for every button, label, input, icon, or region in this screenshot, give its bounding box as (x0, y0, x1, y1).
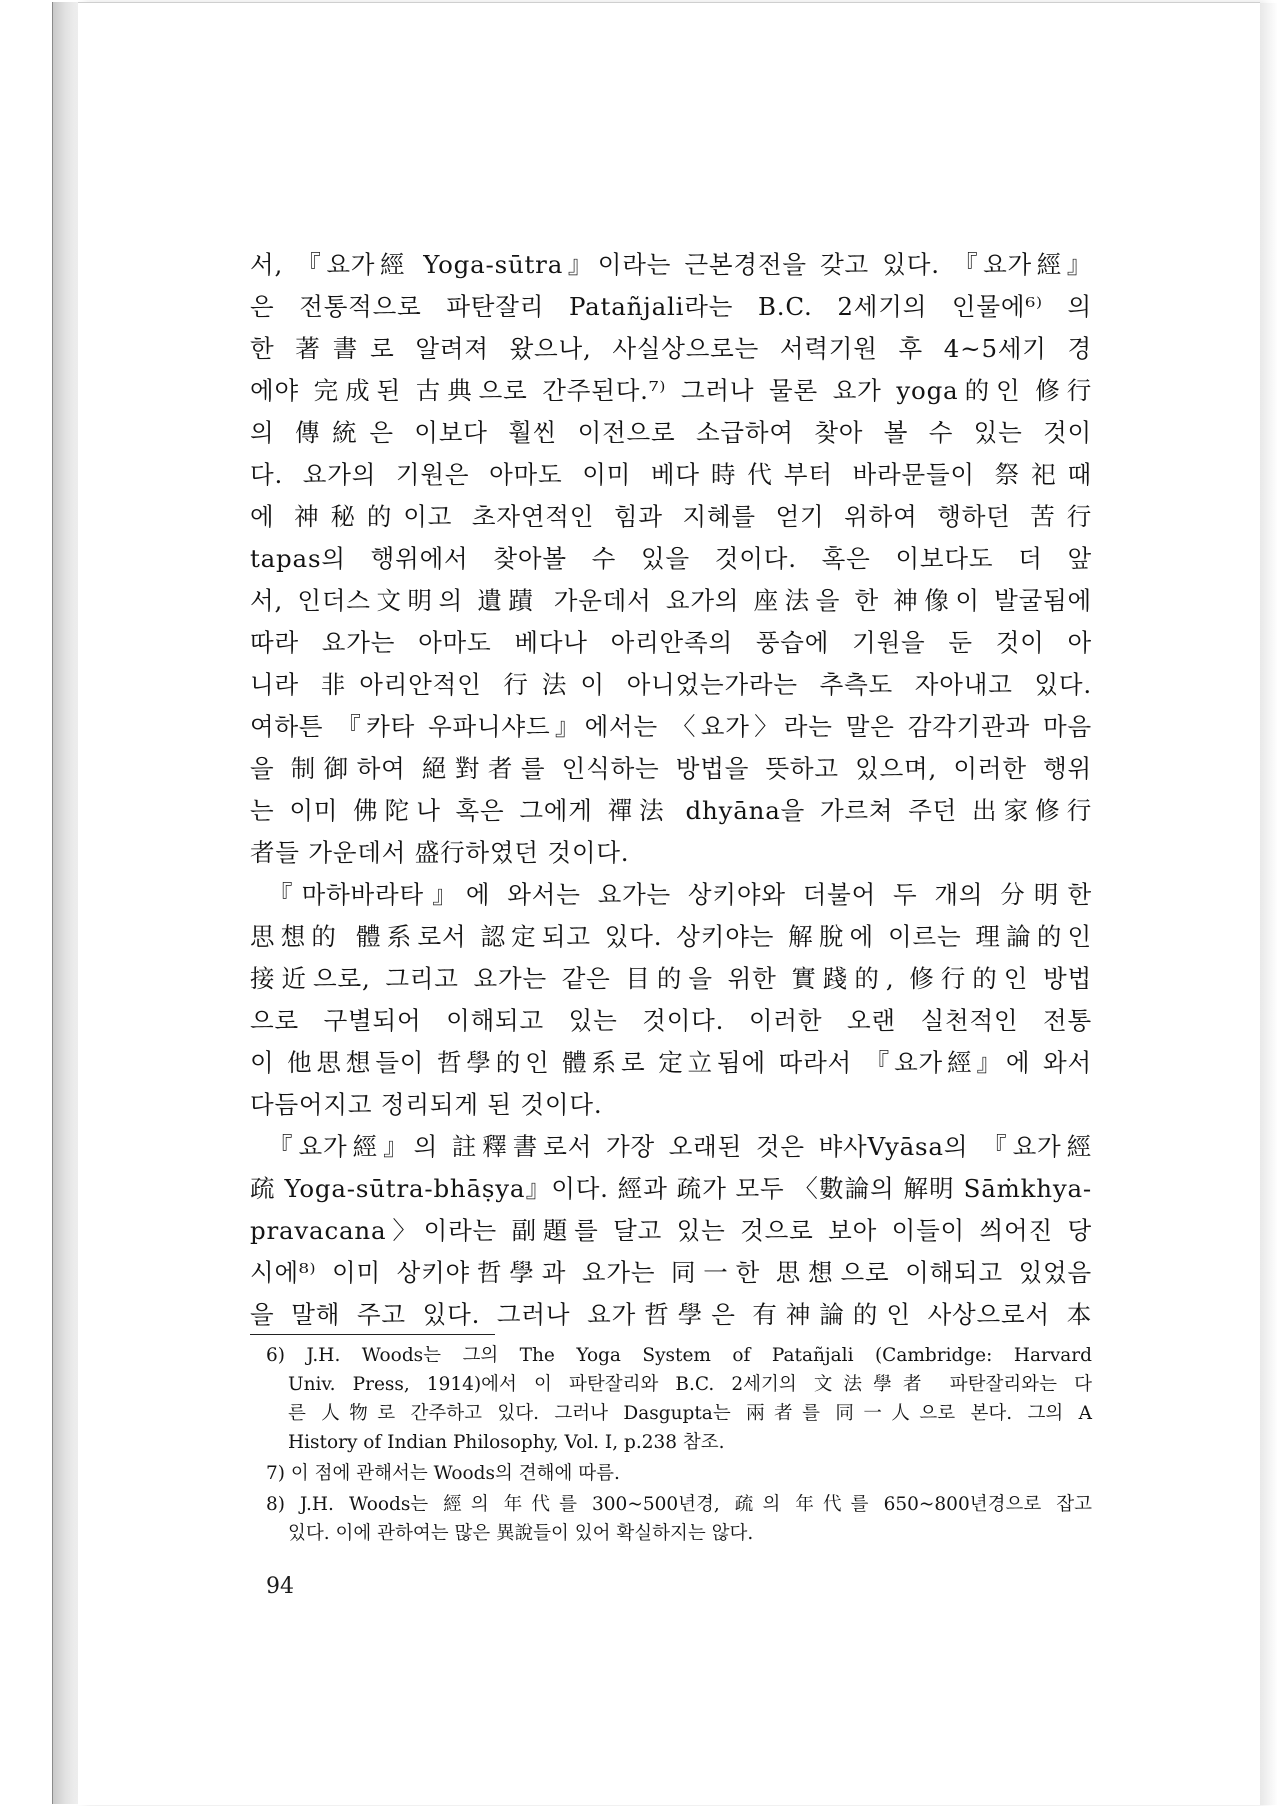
footnote-6 (266, 1341, 1092, 1457)
footnote-line: Univ. Press, 1914)에서 이 파탄잘리와 B.C. 2세기의 文法學者 파탄잘리와는 다 (288, 1374, 1092, 1395)
footnote-line: 7) 이 점에 관해서는 Woods의 견해에 따름. (266, 1463, 620, 1484)
body-line: 으로 구별되어 이해되고 있는 것이다. 이러한 오랜 실천적인 전통 (250, 1006, 1092, 1035)
body-line: 다. 요가의 기원은 아마도 이미 베다時代부터 바라문들이 祭祀때 (250, 460, 1092, 489)
body-line: 시에⁸⁾ 이미 상키야哲學과 요가는 同一한 思想으로 이해되고 있었음 (250, 1258, 1092, 1287)
body-line: 이 他思想들이 哲學的인 體系로 定立됨에 따라서 『요가經』에 와서 (250, 1048, 1092, 1077)
footnote-line: 8) J.H. Woods는 經의 年代를 300~500년경, 疏의 年代를 650~800년경으로 잡고 (266, 1494, 1092, 1515)
body-line: 『마하바라타』에 와서는 요가는 상키야와 더불어 두 개의 分明한 (268, 880, 1092, 909)
body-line: 에 神秘的이고 초자연적인 힘과 지혜를 얻기 위하여 행하던 苦行 (250, 502, 1092, 531)
body-line: 서, 『요가經 Yoga-sūtra』이라는 근본경전을 갖고 있다. 『요가經』 (250, 250, 1092, 279)
footnote-line: 6) J.H. Woods는 그의 The Yoga System of Patañjali (Cambridge: Harvard (266, 1345, 1092, 1366)
footnote-7 (266, 1459, 1092, 1488)
body-line: 에야 完成된 古典으로 간주된다.⁷⁾ 그러나 물론 요가 yoga的인 修行 (250, 376, 1092, 405)
body-line: 接近으로, 그리고 요가는 같은 目的을 위한 實踐的, 修行的인 방법 (250, 964, 1092, 993)
body-line: 思想的 體系로서 認定되고 있다. 상키야는 解脫에 이르는 理論的인 (250, 922, 1092, 951)
body-line: 니라 非아리안적인 行法이 아니었는가라는 추측도 자아내고 있다. (250, 670, 1092, 699)
body-line: 는 이미 佛陀나 혹은 그에게 禪法 dhyāna을 가르쳐 주던 出家修行 (250, 796, 1092, 825)
footnote-divider (250, 1334, 495, 1335)
footnotes (266, 1341, 1092, 1550)
body-line: 다듬어지고 정리되게 된 것이다. (250, 1090, 603, 1119)
body-line: 을 制御하여 絕對者를 인식하는 방법을 뜻하고 있으며, 이러한 행위 (250, 754, 1092, 783)
footnote-line: 른 人物로 간주하고 있다. 그러나 Dasgupta는 兩者를 同一人으로 본다. 그의 A (288, 1403, 1092, 1424)
body-line: 서, 인더스文明의 遺蹟 가운데서 요가의 座法을 한 神像이 발굴됨에 (250, 586, 1092, 615)
body-line: 여하튼 『카타 우파니샤드』에서는 〈요가〉라는 말은 감각기관과 마음 (250, 712, 1092, 741)
page-number: 94 (266, 1574, 294, 1599)
body-line: 者들 가운데서 盛行하였던 것이다. (250, 838, 630, 867)
body-line: 따라 요가는 아마도 베다나 아리안족의 풍습에 기원을 둔 것이 아 (250, 628, 1092, 657)
body-line: tapas의 행위에서 찾아볼 수 있을 것이다. 혹은 이보다도 더 앞 (250, 544, 1092, 573)
body-line: pravacana〉이라는 副題를 달고 있는 것으로 보아 이들이 씌어진 당 (250, 1216, 1092, 1245)
body-line: 을 말해 주고 있다. 그러나 요가哲學은 有神論的인 사상으로서 本 (250, 1300, 1092, 1329)
body-line: 疏 Yoga-sūtra-bhāṣya』이다. 經과 疏가 모두 〈數論의 解明 Sāṁkhya- (250, 1174, 1092, 1203)
footnote-line: 있다. 이에 관하여는 많은 異說들이 있어 확실하지는 않다. (288, 1523, 754, 1544)
body-line: 은 전통적으로 파탄잘리 Patañjali라는 B.C. 2세기의 인물에⁶⁾ 의 (250, 292, 1092, 321)
body-line: 『요가經』의 註釋書로서 가장 오래된 것은 뱌사Vyāsa의 『요가經 (268, 1132, 1092, 1161)
footnote-8 (266, 1490, 1092, 1548)
page-edge-shade (1260, 3, 1277, 1805)
body-text (250, 244, 1092, 1336)
book-spine-edge (52, 2, 81, 1804)
footnote-line: History of Indian Philosophy, Vol. I, p.238 참조. (288, 1432, 725, 1453)
body-line: 한 著書로 알려져 왔으나, 사실상으로는 서력기원 후 4~5세기 경 (250, 334, 1092, 363)
body-line: 의 傳統은 이보다 훨씬 이전으로 소급하여 찾아 볼 수 있는 것이 (250, 418, 1092, 447)
